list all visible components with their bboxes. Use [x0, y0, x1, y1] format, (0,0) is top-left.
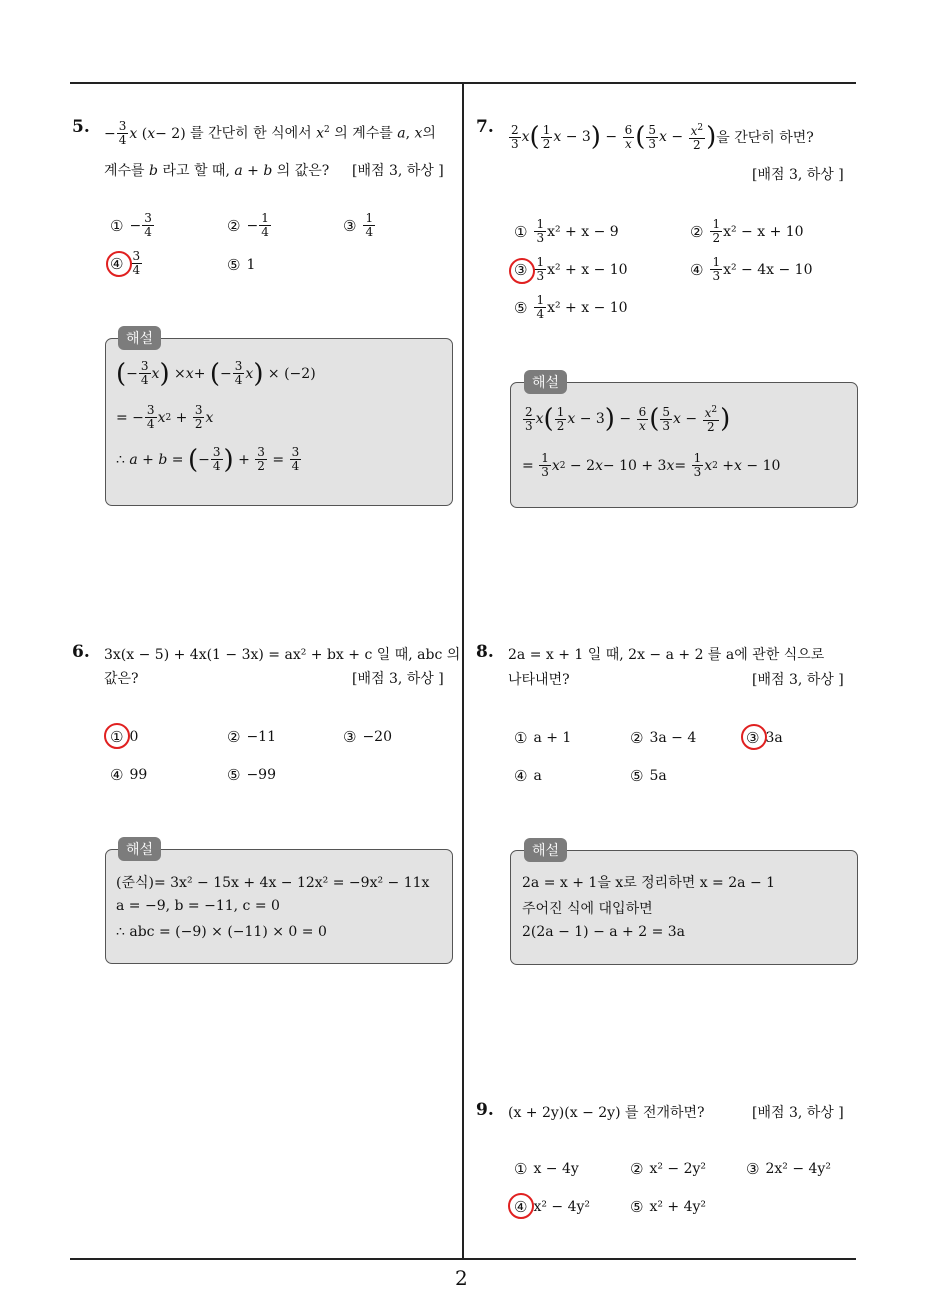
choice-3[interactable]: ③ 2x² − 4y²	[746, 1160, 831, 1178]
solution-tag: 해설	[524, 370, 567, 394]
problem-stem: $\frac{2}{3}$ x ( $\frac{1}{2}$ x − 3 ) − $\frac{6}{x}$ ( $\frac{5}{3}$ x − $\frac{x^2}{2}$ ) 을 간단히 하면?	[511, 122, 814, 152]
problem-stem-line2: 나타내면?	[508, 672, 570, 688]
problem-stem: 3x(x − 5) + 4x(1 − 3x) = ax² + bx + c 일 때, abc 의	[104, 647, 461, 663]
solution-line-1: $\frac{2}{3}$ x ( $\frac{1}{2}$ x − 3 ) − $\frac{6}{x}$ ( $\frac{5}{3}$ x − $\frac{x^2}{2}$ )	[525, 404, 731, 434]
choice-1[interactable]: ① x − 4y	[514, 1160, 579, 1178]
answer-mark	[508, 1193, 534, 1219]
choice-5[interactable]: ⑤ 1	[227, 256, 256, 274]
problem-meta: [배점 3, 하상 ]	[752, 672, 844, 688]
choice-2[interactable]: ② −11	[227, 728, 276, 746]
solution-line-1: ( − $\frac{3}{4}$ x ) × x + ( − $\frac{3}{4}$ x ) × (−2)	[116, 358, 316, 389]
problem-number: 8.	[476, 642, 494, 662]
choice-2[interactable]: ② x² − 2y²	[630, 1160, 707, 1178]
answer-mark	[741, 724, 767, 750]
solution-line-1: (준식)= 3x² − 15x + 4x − 12x² = −9x² − 11x	[116, 875, 430, 891]
answer-mark	[106, 251, 132, 277]
problem-meta: [배점 3, 하상 ]	[752, 1105, 844, 1121]
solution-line-3: 2(2a − 1) − a + 2 = 3a	[522, 924, 686, 940]
problem-number: 5.	[72, 117, 90, 137]
choice-4[interactable]: ④ $\frac{1}{3}$ x² − 4x − 10	[690, 255, 813, 283]
problem-number: 7.	[476, 117, 494, 137]
problem-stem: − $\frac{3}{4}$ x ( x − 2) 를 간단히 한 식에서 $x^2$ 의 계수를 a, x의	[104, 119, 436, 148]
problem-meta: [배점 3, 하상 ]	[352, 163, 444, 179]
solution-tag: 해설	[118, 326, 161, 350]
choice-2[interactable]: ② 3a − 4	[630, 729, 697, 747]
solution-tag: 해설	[118, 837, 161, 861]
choice-3[interactable]: ③ −20	[343, 728, 392, 746]
solution-line-2: a = −9, b = −11, c = 0	[116, 898, 280, 914]
choice-5[interactable]: ⑤ $\frac{1}{4}$ x² + x − 10	[514, 293, 628, 321]
solution-line-3: ∴ abc = (−9) × (−11) × 0 = 0	[116, 924, 327, 940]
choice-4[interactable]: ④ a	[514, 767, 542, 785]
answer-mark	[104, 723, 130, 749]
solution-tag: 해설	[524, 838, 567, 862]
solution-line-2: 주어진 식에 대입하면	[522, 901, 653, 917]
column-divider	[462, 82, 464, 1259]
problem-stem: (x + 2y)(x − 2y) 를 전개하면?	[508, 1105, 705, 1121]
solution-line-1: 2a = x + 1을 x로 정리하면 x = 2a − 1	[522, 875, 776, 891]
choice-1[interactable]: ① $\frac{1}{3}$ x² + x − 9	[514, 217, 619, 245]
choice-3[interactable]: ③ 3a	[746, 729, 783, 747]
choice-3[interactable]: ③ $\frac{1}{3}$ x² + x − 10	[514, 255, 628, 283]
choice-1[interactable]: ① a + 1	[514, 729, 572, 747]
problem-number: 6.	[72, 642, 90, 662]
solution-line-2: = − $\frac{3}{4}$ x 2 + $\frac{3}{2}$ x	[116, 403, 214, 431]
solution-box	[510, 382, 858, 508]
choice-4[interactable]: ④ x² − 4y²	[514, 1198, 591, 1216]
choice-2[interactable]: ② $\frac{1}{2}$ x² − x + 10	[690, 217, 804, 245]
choice-1[interactable]: ① 0	[110, 728, 139, 746]
problem-stem: 2a = x + 1 일 때, 2x − a + 2 를 a에 관한 식으로	[508, 647, 825, 663]
solution-line-2: = $\frac{1}{3}$ x 2 − 2 x − 10 + 3 x = $\frac{1}{3}$ x 2 + x − 10	[522, 451, 781, 479]
choice-5[interactable]: ⑤ −99	[227, 766, 276, 784]
answer-mark	[509, 258, 535, 284]
choice-3[interactable]: ③ $\frac{1}{4}$	[343, 211, 374, 239]
problem-meta: [배점 3, 하상 ]	[352, 671, 444, 687]
page-number: 2	[455, 1266, 468, 1290]
solution-line-3: ∴ a + b = ( − $\frac{3}{4}$ ) + $\frac{3}{2}$ = $\frac{3}{4}$	[116, 444, 300, 475]
problem-meta: [배점 3, 하상 ]	[752, 167, 844, 183]
problem-number: 9.	[476, 1100, 494, 1120]
problem-stem-line2: 계수를 b 라고 할 때, a + b 의 값은?	[104, 163, 330, 179]
choice-1[interactable]: ① − $\frac{3}{4}$	[110, 211, 152, 239]
problem-stem-line2: 값은?	[104, 671, 139, 687]
choice-4[interactable]: ④ 99	[110, 766, 148, 784]
choice-5[interactable]: ⑤ x² + 4y²	[630, 1198, 707, 1216]
choice-4[interactable]: ④ $\frac{3}{4}$	[110, 249, 141, 277]
choice-5[interactable]: ⑤ 5a	[630, 767, 667, 785]
choice-2[interactable]: ② − $\frac{1}{4}$	[227, 211, 269, 239]
